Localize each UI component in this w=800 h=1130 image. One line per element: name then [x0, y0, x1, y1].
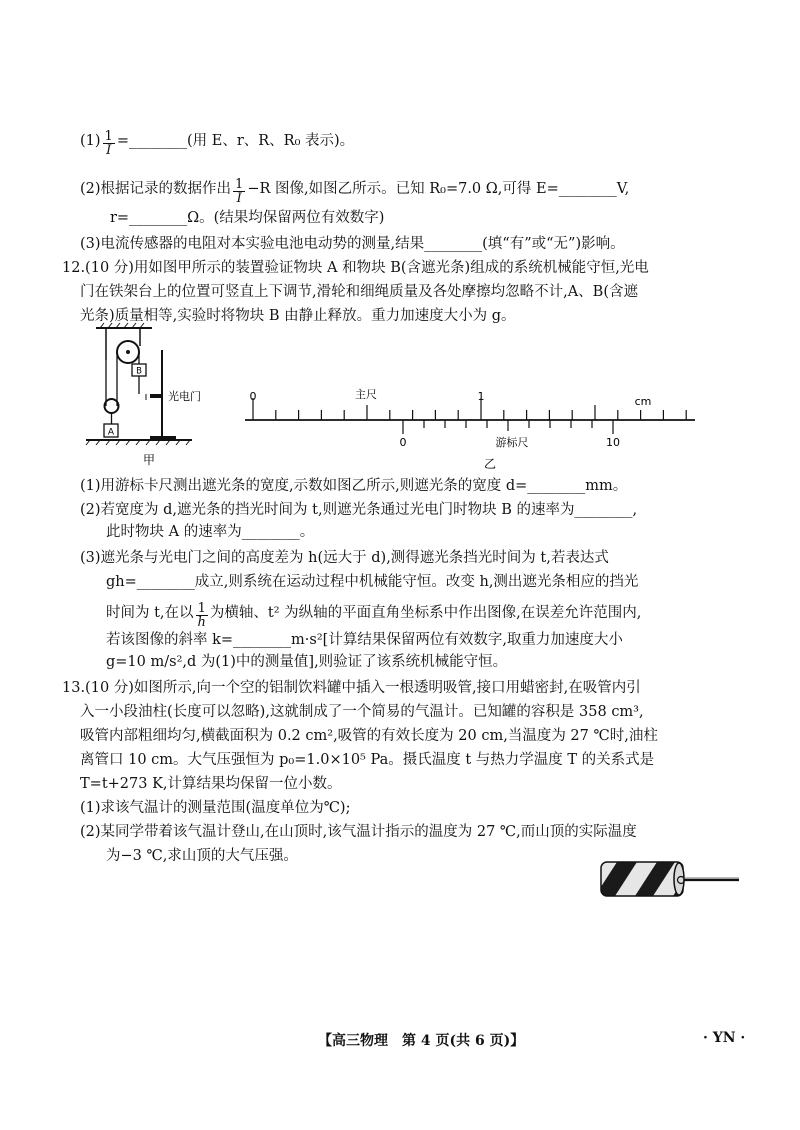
q11-part3: (3)电流传感器的电阻对本实验电池电动势的测量,结果________(填“有”或“无”)影响。 [80, 236, 625, 252]
q11-part1: (1) $\frac{1}{I}$ =________(用 E、r、R、R₀ 表示)。 [80, 129, 355, 158]
vernier-scale-label: 游标尺 [495, 436, 529, 449]
figure-jia-apparatus [80, 322, 240, 470]
q11-part2-line2: r=________Ω。(结果均保留两位有效数字) [110, 210, 385, 226]
photogate [150, 394, 162, 398]
q13-intro-line3: 吸管内部粗细均匀,横截面积为 0.2 cm²,吸管的有效长度为 20 cm,当温度为 27 ℃时,油柱 [80, 728, 658, 744]
page-footer: 【高三物理 第 4 页(共 6 页)】 [318, 1033, 525, 1049]
q12-part3-line3: 时间为 t,在以 $\frac{1}{h}$ 为横轴、t² 为纵轴的平面直角坐标系中作出图像,在误差允许范围内, [106, 601, 642, 630]
q12-part3-line2: gh=________成立,则系统在运动过程中机械能守恒。改变 h,测出遮光条相应的挡光 [106, 574, 639, 590]
q12-part3-line1: (3)遮光条与光电门之间的高度差为 h(远大于 d),测得遮光条挡光时间为 t,若表达式 [80, 550, 609, 566]
q13-intro-line4: 离管口 10 cm。大气压强恒为 p₀=1.0×10⁵ Pa。摄氏温度 t 与热力学温度 T 的关系式是 [80, 752, 655, 768]
q12-part2-line2: 此时物块 A 的速率为________。 [106, 524, 315, 540]
figure-can-thermometer [595, 856, 745, 906]
main-scale-ticks [253, 398, 686, 420]
block-b-label: B [136, 366, 142, 377]
q12-intro-line3: 光条)质量相等,实验时将物块 B 由静止释放。重力加速度大小为 g。 [80, 308, 516, 324]
stand-base [150, 436, 176, 440]
fraction-1-over-i: $\frac{1}{I}$ [235, 177, 244, 206]
main-scale-label: 主尺 [355, 388, 377, 401]
main-scale-number-0: 0 [249, 390, 257, 403]
q12-intro-line2: 门在铁架台上的位置可竖直上下调节,滑轮和细绳质量及各处摩擦均忽略不计,A、B(含遮 [80, 284, 638, 300]
vernier-scale-ticks [403, 420, 613, 434]
figure-yi-vernier [240, 380, 700, 472]
q13-part2-line2: 为−3 ℃,求山顶的大气压强。 [106, 848, 298, 864]
unit-label: cm [634, 395, 652, 408]
can-end [674, 863, 684, 895]
q12-part1: (1)用游标卡尺测出遮光条的宽度,示数如图乙所示,则遮光条的宽度 d=________mm。 [80, 478, 628, 494]
q12-part3-line5: g=10 m/s²,d 为(1)中的测量值],则验证了该系统机械能守恒。 [106, 654, 508, 670]
top-pulley-axle [126, 350, 130, 354]
vernier-number-0: 0 [399, 436, 407, 449]
photogate-label: 光电门 [168, 390, 201, 403]
q13-part1: (1)求该气温计的测量范围(温度单位为℃); [80, 800, 351, 816]
q11-part2: (2)根据记录的数据作出 $\frac{1}{I}$ −R 图像,如图乙所示。已知 R₀=7.0 Ω,可得 E=________V, [80, 177, 630, 206]
fraction-1-over-i: $\frac{1}{I}$ [104, 129, 113, 158]
vernier-number-10: 10 [606, 436, 620, 449]
q13-intro-line5: T=t+273 K,计算结果均保留一位小数。 [80, 776, 342, 792]
page-code: · YN · [703, 1030, 746, 1046]
main-scale-number-1: 1 [477, 390, 485, 403]
q13-intro-line2: 入一小段油柱(长度可以忽略),这就制成了一个简易的气温计。已知罐的容积是 358 cm³, [80, 704, 644, 720]
figure-jia-label: 甲 [142, 453, 156, 467]
block-a-label: A [107, 427, 115, 438]
q12-intro-line1: 12.(10 分)用如图甲所示的装置验证物块 A 和物块 B(含遮光条)组成的系统机械能守恒,光电 [62, 260, 649, 276]
figure-yi-label: 乙 [483, 457, 497, 471]
q12-part3-line4: 若该图像的斜率 k=________m·s²[计算结果保留两位有效数字,取重力加速度大小 [106, 632, 623, 648]
q13-intro-line1: 13.(10 分)如图所示,向一个空的铝制饮料罐中插入一根透明吸管,接口用蜡密封,在吸管内引 [62, 680, 641, 696]
q12-part2-line1: (2)若宽度为 d,遮光条的挡光时间为 t,则遮光条通过光电门时物块 B 的速率为________, [80, 502, 638, 518]
fraction-1-over-h: $\frac{1}{h}$ [197, 601, 206, 630]
q13-part2-line1: (2)某同学带着该气温计登山,在山顶时,该气温计指示的温度为 27 ℃,而山顶的实际温度 [80, 824, 637, 840]
